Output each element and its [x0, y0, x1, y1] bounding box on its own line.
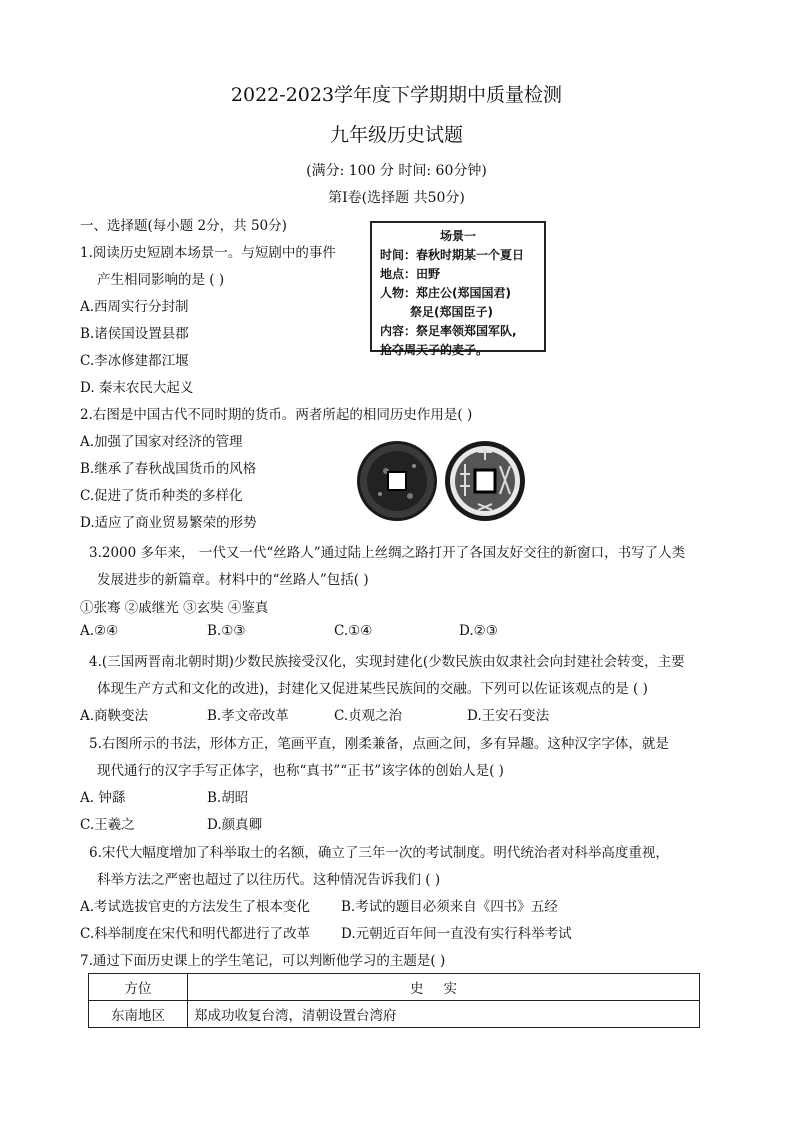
q7-stem: 7.通过下面历史课上的学生笔记，可以判断他学习的主题是( ) — [80, 953, 446, 969]
q5-stem: 5.右图所示的书法，形体方正，笔画平直，刚柔兼备，点画之间，多有异趣。这种汉字字体，就是 — [89, 736, 669, 752]
q3-stem: 3.2000 多年来， 一代又一代“丝路人”通过陆上丝绸之路打开了各国友好交往的新窗口，书写了人类 — [89, 545, 686, 561]
q6-stem: 6.宋代大幅度增加了科举取士的名额，确立了三年一次的考试制度。明代统治者对科举高度重视， — [89, 845, 669, 861]
q3-option-c: C.①④ — [334, 623, 373, 639]
q3-option-b: B.①③ — [207, 623, 246, 639]
q6-option-a: A.考试选拔官吏的方法发生了根本变化 — [80, 899, 311, 915]
scene-box — [370, 221, 546, 357]
q5-option-d: D.颜真卿 — [207, 817, 263, 833]
table-header-cell: 史实 — [188, 974, 700, 1001]
q2-option-a: A.加强了国家对经济的管理 — [80, 434, 243, 450]
q4-option-d: D.王安石变法 — [467, 708, 550, 724]
q6-option-c: C.科举制度在宋代和明代都进行了改革 — [80, 926, 311, 942]
q1-stem-2: 产生相同影响的是 ( ) — [97, 272, 225, 288]
scene-time: 时间：春秋时期某一个夏日 — [380, 248, 525, 262]
table-row — [89, 1001, 700, 1028]
q2-option-d: D.适应了商业贸易繁荣的形势 — [80, 515, 257, 531]
q6-option-d: D.元朝近百年间一直没有实行科举考试 — [341, 926, 572, 942]
q1-stem: 1.阅读历史短剧本场景一。与短剧中的事件 — [80, 245, 336, 261]
q5-option-a: A. 钟繇 — [80, 790, 126, 806]
table-cell: 郑成功收复台湾，清朝设置台湾府 — [188, 1001, 700, 1028]
q1-option-d: D. 秦末农民大起义 — [80, 380, 194, 396]
q2-option-c: C.促进了货币种类的多样化 — [80, 488, 243, 504]
notes-table — [88, 973, 700, 1028]
q3-option-a: A.②④ — [80, 623, 119, 639]
q5-option-c: C.王羲之 — [80, 817, 135, 833]
ancient-coins-image — [352, 436, 532, 526]
q4-stem-2: 体现生产方式和文化的改进)，封建化又促进某些民族间的交融。下列可以佐证该观点的是 ( ) — [97, 681, 648, 697]
q5-option-b: B.胡昭 — [207, 790, 249, 806]
coin-left — [357, 441, 437, 521]
q6-stem-2: 科举方法之严密也超过了以往历代。这种情况告诉我们 ( ) — [97, 872, 441, 888]
q3-stem-2: 发展进步的新篇章。材料中的“丝路人”包括( ) — [97, 572, 369, 588]
q4-option-c: C.贞观之治 — [334, 708, 403, 724]
q1-option-c: C.李冰修建都江堰 — [80, 353, 189, 369]
q4-stem: 4.(三国两晋南北朝时期)少数民族接受汉化，实现封建化(少数民族由奴隶社会向封建社会转变，主要 — [89, 654, 685, 670]
table-header-cell: 方位 — [89, 974, 188, 1001]
scene-content: 内容：祭足率领郑国军队, — [380, 324, 517, 338]
exam-info: (满分: 100 分 时间: 60分钟) — [306, 163, 487, 179]
section-heading: 一、选择题(每小题 2分，共 50分) — [80, 218, 287, 234]
q6-option-b: B.考试的题目必须来自《四书》五经 — [341, 899, 558, 915]
q1-option-a: A.西周实行分封制 — [80, 299, 189, 315]
scene-people-2: 祭足(郑国臣子) — [410, 305, 493, 319]
q2-option-b: B.继承了春秋战国货币的风格 — [80, 461, 257, 477]
table-header-row — [89, 974, 700, 1001]
scene-content-2: 抢夺周天子的麦子。 — [380, 343, 489, 357]
q5-stem-2: 现代通行的汉字手写正体字，也称“真书”“正书”该字体的创始人是( ) — [97, 763, 504, 779]
table-cell: 东南地区 — [89, 1001, 188, 1028]
exam-title: 2022-2023学年度下学期期中质量检测 — [230, 84, 563, 106]
q4-option-a: A.商鞅变法 — [80, 708, 149, 724]
scene-title: 场景一 — [439, 229, 476, 243]
q4-option-b: B.孝文帝改革 — [207, 708, 289, 724]
q1-option-b: B.诸侯国设置县郡 — [80, 326, 189, 342]
q3-items: ①张骞 ②戚继光 ③玄奘 ④鉴真 — [80, 600, 269, 616]
exam-subject: 九年级历史试题 — [329, 124, 463, 146]
coin-right — [445, 441, 525, 521]
scene-people: 人物：郑庄公(郑国国君) — [380, 286, 511, 300]
q2-stem: 2.右图是中国古代不同时期的货币。两者所起的相同历史作用是( ) — [80, 407, 473, 423]
volume-title: 第Ⅰ卷(选择题 共50分) — [328, 190, 465, 206]
scene-place: 地点：田野 — [380, 267, 441, 281]
q3-option-d: D.②③ — [459, 623, 498, 639]
